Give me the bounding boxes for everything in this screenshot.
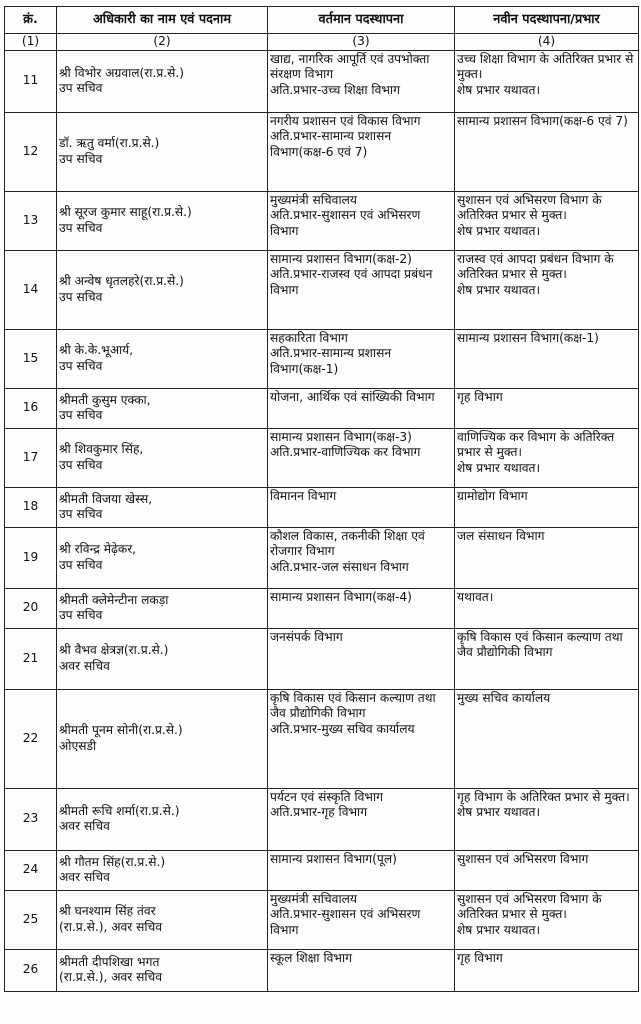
cell-line: अति.प्रभार-सामान्य प्रशासन विभाग(कक्ष-1) — [270, 346, 392, 376]
table-row — [5, 250, 639, 329]
cell-line: गृह विभाग के अतिरिक्त प्रभार से मुक्त। — [457, 789, 630, 804]
cell-line: श्री विभोर अग्रवाल(रा.प्र.से.) — [59, 65, 185, 80]
current-posting-cell — [268, 588, 455, 628]
serial-number-cell: 23 — [5, 788, 57, 850]
officer-name-cell — [57, 949, 268, 991]
cell-line: श्री के.के.भूआर्य, — [59, 343, 134, 357]
new-posting-cell — [455, 250, 639, 329]
cell-line: वाणिज्यिक कर विभाग के अतिरिक्त प्रभार से मुक्त। — [457, 429, 615, 459]
serial-number-cell: 20 — [5, 588, 57, 628]
cell-line: डॉ. ऋतु वर्मा(रा.प्र.से.) — [59, 136, 160, 150]
column-number: (3) — [268, 34, 455, 51]
table-row — [5, 890, 639, 949]
cell-line: उप सचिव — [59, 220, 103, 235]
cell-line: मुख्य सचिव कार्यालय — [457, 690, 551, 705]
officer-name-cell — [57, 50, 268, 112]
column-number: (2) — [57, 34, 268, 51]
cell-line: अति.प्रभार-उच्च शिक्षा विभाग — [270, 82, 400, 97]
cell-line: श्रीमती पूनम सोनी(रा.प्र.से.) — [59, 723, 183, 737]
officer-name-cell — [57, 788, 268, 850]
cell-line: श्रीमती दीपशिखा भगत — [59, 954, 160, 969]
table-body — [5, 50, 639, 991]
cell-line: सामान्य प्रशासन विभाग(कक्ष-6 एवं 7) — [457, 113, 628, 128]
cell-line: सामान्य प्रशासन विभाग(पूल) — [270, 851, 397, 866]
new-posting-cell — [455, 487, 639, 527]
cell-line: योजना, आर्थिक एवं सांख्यिकी विभाग — [270, 389, 435, 404]
column-number-row — [5, 34, 639, 51]
officer-name-cell — [57, 689, 268, 788]
officer-name-cell — [57, 191, 268, 250]
header-officer-name: अधिकारी का नाम एवं पदनाम — [57, 7, 268, 34]
cell-line: श्री रविन्द्र मेढ़ेकर, — [59, 542, 137, 556]
cell-line: श्री वैभव क्षेत्रज्ञ(रा.प्र.से.) — [59, 643, 169, 657]
new-posting-cell — [455, 788, 639, 850]
current-posting-cell — [268, 850, 455, 890]
table-row — [5, 112, 639, 191]
new-posting-cell — [455, 191, 639, 250]
serial-number-cell: 17 — [5, 428, 57, 487]
cell-line: अति.प्रभार-राजस्व एवं आपदा प्रबंधन विभाग — [270, 267, 433, 297]
officer-name-cell — [57, 428, 268, 487]
table-row — [5, 588, 639, 628]
cell-line: शेष प्रभार यथावत। — [457, 805, 541, 819]
cell-line: विमानन विभाग — [270, 488, 337, 503]
serial-number-cell: 11 — [5, 50, 57, 112]
header-new-posting: नवीन पदस्थापना/प्रभार — [455, 7, 639, 34]
serial-number-cell: 12 — [5, 112, 57, 191]
cell-line: गृह विभाग — [457, 950, 503, 965]
column-number: (4) — [455, 34, 639, 51]
serial-number-cell: 24 — [5, 850, 57, 890]
cell-line: अति.प्रभार-गृह विभाग — [270, 805, 368, 819]
officer-name-cell — [57, 250, 268, 329]
cell-line: गृह विभाग — [457, 389, 503, 404]
current-posting-cell — [268, 250, 455, 329]
table-row — [5, 329, 639, 388]
cell-line: अति.प्रभार-वाणिज्यिक कर विभाग — [270, 445, 421, 459]
cell-line: श्री शिवकुमार सिंह, — [59, 442, 144, 456]
serial-number-cell: 15 — [5, 329, 57, 388]
cell-line: यथावत। — [457, 589, 494, 604]
cell-line: जनसंपर्क विभाग — [270, 629, 343, 644]
posting-table — [4, 6, 639, 992]
serial-number-cell: 19 — [5, 527, 57, 588]
serial-number-cell: 14 — [5, 250, 57, 329]
cell-line: अति.प्रभार-सामान्य प्रशासन विभाग(कक्ष-6 एवं 7) — [270, 129, 392, 159]
cell-line: शेष प्रभार यथावत। — [457, 460, 541, 475]
cell-line: खाद्य, नागरिक आपूर्ति एवं उपभोक्ता संरक्षण विभाग — [270, 51, 430, 81]
officer-name-cell — [57, 628, 268, 689]
cell-line: अवर सचिव — [59, 819, 110, 833]
new-posting-cell — [455, 329, 639, 388]
new-posting-cell — [455, 689, 639, 788]
new-posting-cell — [455, 388, 639, 428]
table-row — [5, 628, 639, 689]
cell-line: अति.प्रभार-सुशासन एवं अभिसरण विभाग — [270, 907, 421, 937]
cell-line: सामान्य प्रशासन विभाग(कक्ष-2) — [270, 251, 412, 266]
cell-line: सामान्य प्रशासन विभाग(कक्ष-4) — [270, 589, 412, 604]
current-posting-cell — [268, 949, 455, 991]
table-row — [5, 788, 639, 850]
officer-name-cell — [57, 329, 268, 388]
cell-line: ग्रामोद्योग विभाग — [457, 488, 528, 503]
table-row — [5, 527, 639, 588]
cell-line: श्रीमती क्लेमेन्टीना लकड़ा — [59, 592, 169, 607]
serial-number-cell: 22 — [5, 689, 57, 788]
cell-line: जल संसाधन विभाग — [457, 528, 545, 543]
cell-line: सुशासन एवं अभिसरण विभाग के अतिरिक्त प्रभार से मुक्त। — [457, 192, 602, 222]
current-posting-cell — [268, 50, 455, 112]
cell-line: श्री गौतम सिंह(रा.प्र.से.) — [59, 854, 166, 869]
cell-line: शेष प्रभार यथावत। — [457, 922, 541, 937]
cell-line: राजस्व एवं आपदा प्रबंधन विभाग के अतिरिक्त प्रभार से मुक्त। — [457, 251, 614, 281]
cell-line: उप सचिव — [59, 507, 103, 521]
cell-line: अति.प्रभार-जल संसाधन विभाग — [270, 559, 409, 574]
new-posting-cell — [455, 428, 639, 487]
column-number: (1) — [5, 34, 57, 51]
officer-name-cell — [57, 588, 268, 628]
cell-line: कौशल विकास, तकनीकी शिक्षा एवं रोजगार विभाग — [270, 528, 425, 558]
current-posting-cell — [268, 527, 455, 588]
officer-name-cell — [57, 487, 268, 527]
cell-line: कृषि विकास एवं किसान कल्याण तथा जैव प्रौद्योगिकी विभाग — [270, 690, 436, 720]
serial-number-cell: 26 — [5, 949, 57, 991]
cell-line: सामान्य प्रशासन विभाग(कक्ष-3) — [270, 429, 412, 444]
cell-line: उप सचिव — [59, 81, 103, 95]
cell-line: शेष प्रभार यथावत। — [457, 223, 541, 238]
cell-line: शेष प्रभार यथावत। — [457, 282, 541, 297]
cell-line: सहकारिता विभाग — [270, 330, 348, 345]
cell-line: अवर सचिव — [59, 870, 110, 884]
table-row — [5, 487, 639, 527]
cell-line: उप सचिव — [59, 358, 103, 373]
cell-line: मुख्यमंत्री सचिवालय — [270, 891, 357, 906]
current-posting-cell — [268, 388, 455, 428]
cell-line: उप सचिव — [59, 408, 103, 422]
cell-line: सुशासन एवं अभिसरण विभाग के अतिरिक्त प्रभार से मुक्त। — [457, 891, 602, 921]
serial-number-cell: 16 — [5, 388, 57, 428]
serial-number-cell: 21 — [5, 628, 57, 689]
cell-line: कृषि विकास एवं किसान कल्याण तथा जैव प्रौद्योगिकी विभाग — [457, 629, 623, 659]
serial-number-cell: 18 — [5, 487, 57, 527]
cell-line: उच्च शिक्षा विभाग के अतिरिक्त प्रभार से मुक्त। — [457, 51, 634, 81]
new-posting-cell — [455, 890, 639, 949]
current-posting-cell — [268, 788, 455, 850]
cell-line: (रा.प्र.से.), अवर सचिव — [59, 919, 163, 934]
cell-line: नगरीय प्रशासन एवं विकास विभाग — [270, 113, 421, 128]
officer-name-cell — [57, 890, 268, 949]
cell-line: पर्यटन एवं संस्कृति विभाग — [270, 789, 383, 804]
officer-name-cell — [57, 388, 268, 428]
cell-line: श्रीमती विजया खेस्स, — [59, 491, 153, 506]
current-posting-cell — [268, 428, 455, 487]
table-row — [5, 191, 639, 250]
header-serial: क्रं. — [5, 7, 57, 34]
header-current-posting: वर्तमान पदस्थापना — [268, 7, 455, 34]
cell-line: श्री सूरज कुमार साहू(रा.प्र.से.) — [59, 205, 192, 219]
table-row — [5, 388, 639, 428]
cell-line: शेष प्रभार यथावत। — [457, 82, 541, 97]
new-posting-cell — [455, 588, 639, 628]
current-posting-cell — [268, 890, 455, 949]
cell-line: उप सचिव — [59, 557, 103, 572]
current-posting-cell — [268, 628, 455, 689]
cell-line: श्री अन्वेष धृतलहरे(रा.प्र.से.) — [59, 274, 184, 288]
new-posting-cell — [455, 949, 639, 991]
current-posting-cell — [268, 689, 455, 788]
table-row — [5, 428, 639, 487]
current-posting-cell — [268, 191, 455, 250]
new-posting-cell — [455, 112, 639, 191]
cell-line: उप सचिव — [59, 457, 103, 472]
current-posting-cell — [268, 112, 455, 191]
cell-line: अवर सचिव — [59, 658, 110, 673]
cell-line: उप सचिव — [59, 289, 103, 304]
current-posting-cell — [268, 487, 455, 527]
cell-line: (रा.प्र.से.), अवर सचिव — [59, 970, 163, 984]
serial-number-cell: 25 — [5, 890, 57, 949]
header-row — [5, 7, 639, 34]
new-posting-cell — [455, 527, 639, 588]
table-row — [5, 689, 639, 788]
current-posting-cell — [268, 329, 455, 388]
cell-line: अति.प्रभार-मुख्य सचिव कार्यालय — [270, 721, 415, 736]
cell-line: श्रीमती कुसुम एक्का, — [59, 392, 151, 407]
new-posting-cell — [455, 850, 639, 890]
cell-line: अति.प्रभार-सुशासन एवं अभिसरण विभाग — [270, 208, 421, 238]
cell-line: उप सचिव — [59, 151, 103, 166]
table-row — [5, 850, 639, 890]
officer-name-cell — [57, 527, 268, 588]
cell-line: श्रीमती रूचि शर्मा(रा.प्र.से.) — [59, 803, 180, 818]
cell-line: स्कूल शिक्षा विभाग — [270, 950, 352, 965]
new-posting-cell — [455, 50, 639, 112]
serial-number-cell: 13 — [5, 191, 57, 250]
new-posting-cell — [455, 628, 639, 689]
cell-line: मुख्यमंत्री सचिवालय — [270, 192, 357, 207]
cell-line: सुशासन एवं अभिसरण विभाग — [457, 851, 589, 866]
officer-name-cell — [57, 112, 268, 191]
table-row — [5, 949, 639, 991]
cell-line: उप सचिव — [59, 608, 103, 622]
cell-line: सामान्य प्रशासन विभाग(कक्ष-1) — [457, 330, 599, 345]
officer-name-cell — [57, 850, 268, 890]
table-row — [5, 50, 639, 112]
cell-line: ओएसडी — [59, 738, 97, 753]
cell-line: श्री घनश्याम सिंह तंवर — [59, 904, 156, 918]
